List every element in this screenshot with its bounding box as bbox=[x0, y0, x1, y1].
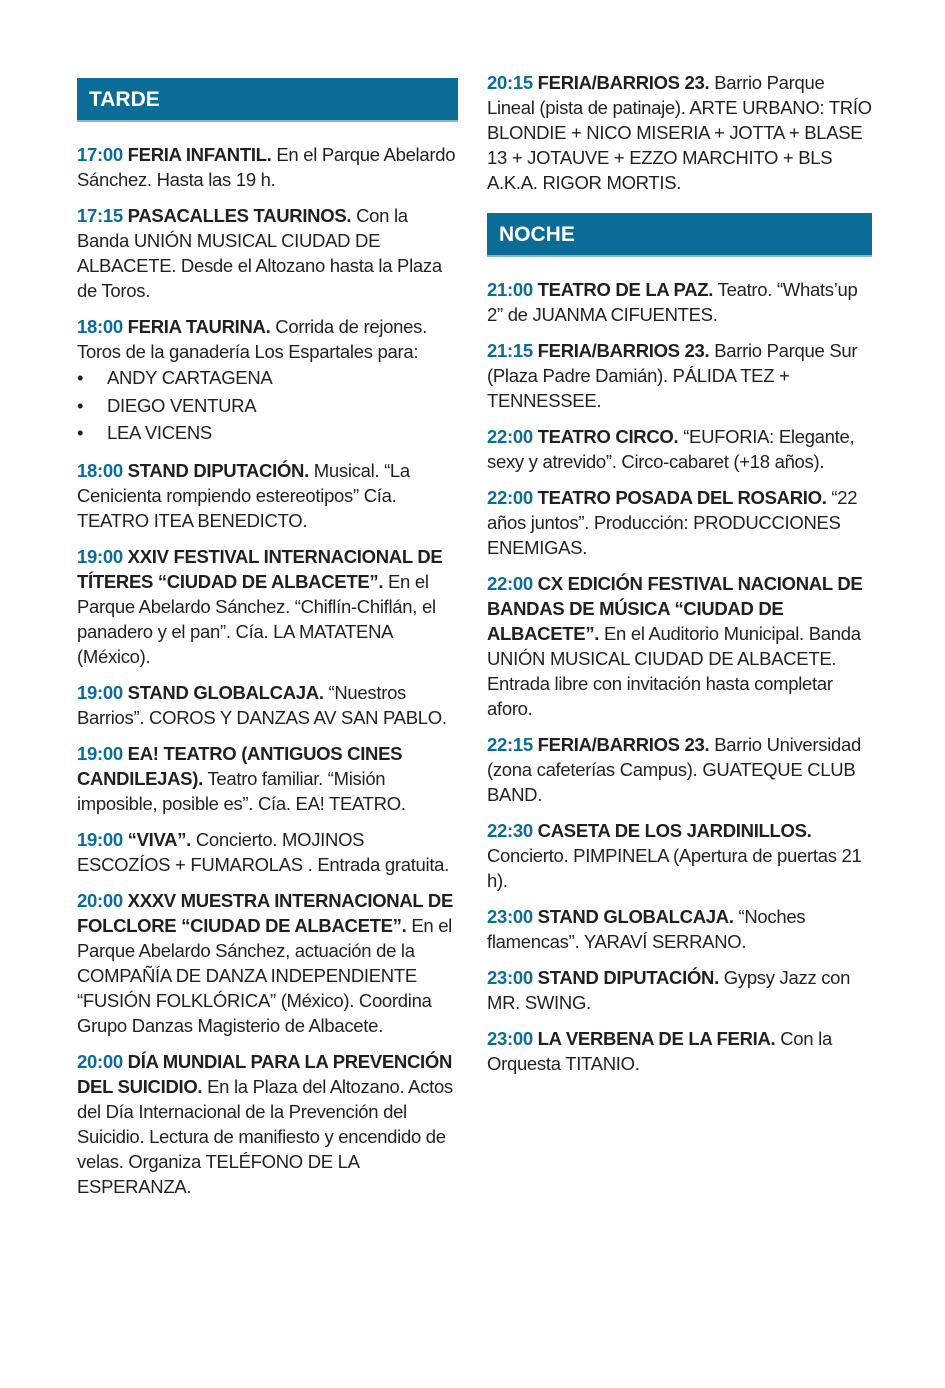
event-description: “Nuestros Barrios”. COROS Y DANZAS AV SAN PABLO. bbox=[77, 681, 447, 728]
event-time: 19:00 bbox=[77, 545, 123, 567]
event-time: 22:30 bbox=[487, 820, 533, 841]
event-description: Concierto. MOJINOS ESCOZÍOS + FUMAROLAS . Entrada gratuita. bbox=[77, 828, 450, 875]
right-column bbox=[487, 70, 872, 1087]
event-item bbox=[487, 70, 872, 195]
event-item bbox=[487, 904, 872, 954]
event-time: 23:00 bbox=[487, 906, 533, 927]
event-item bbox=[487, 732, 872, 807]
event-item bbox=[487, 485, 872, 560]
event-time: 20:00 bbox=[77, 889, 123, 911]
event-description: En el Auditorio Municipal. Banda UNIÓN MUSICAL CIUDAD DE ALBACETE. Entrada libre con invitación hasta completar aforo. bbox=[487, 623, 861, 719]
event-description: Con la Orquesta TITANIO. bbox=[487, 1028, 832, 1074]
event-item bbox=[77, 827, 458, 877]
event-description: “22 años juntos”. Producción: PRODUCCIONES ENEMIGAS. bbox=[487, 487, 858, 558]
event-item bbox=[77, 142, 458, 192]
event-description: En el Parque Abelardo Sánchez, actuación de la COMPAÑÍA DE DANZA INDEPENDIENTE “FUSIÓN FOLKLÓRICA” (México). Coordina Grupo Danzas Magisterio de Albacete. bbox=[77, 914, 452, 1036]
event-title: STAND GLOBALCAJA. bbox=[127, 681, 324, 703]
event-title: XXIV FESTIVAL INTERNACIONAL DE TÍTERES “CIUDAD DE ALBACETE”. bbox=[77, 545, 443, 592]
event-time: 22:00 bbox=[487, 426, 533, 447]
list-item: • ANDY CARTAGENA bbox=[77, 364, 458, 392]
event-item bbox=[487, 1026, 872, 1076]
event-time: 19:00 bbox=[77, 681, 123, 703]
event-title: XXXV MUESTRA INTERNACIONAL DE FOLCLORE “CIUDAD DE ALBACETE”. bbox=[77, 889, 454, 936]
event-title: FERIA INFANTIL. bbox=[127, 144, 272, 165]
event-time: 18:00 bbox=[77, 459, 123, 481]
event-time: 21:00 bbox=[487, 279, 533, 300]
event-description: Barrio Universidad (zona cafeterías Campus). GUATEQUE CLUB BAND. bbox=[487, 734, 862, 805]
event-item bbox=[77, 314, 458, 447]
event-description: En la Plaza del Altozano. Actos del Día Internacional de la Prevención del Suicidio. Lectura de manifiesto y encendido de velas. Organiza TELÉFONO DE LA ESPERANZA. bbox=[77, 1075, 453, 1197]
event-item bbox=[487, 571, 872, 721]
event-time: 17:00 bbox=[77, 144, 123, 165]
event-time: 23:00 bbox=[487, 967, 533, 988]
bullet-list bbox=[77, 364, 458, 447]
event-time: 19:00 bbox=[77, 828, 123, 850]
event-time: 20:15 bbox=[487, 72, 533, 93]
event-time: 22:00 bbox=[487, 573, 533, 594]
event-item bbox=[487, 965, 872, 1015]
event-item bbox=[77, 203, 458, 303]
left-column bbox=[77, 78, 458, 1210]
event-item bbox=[487, 818, 872, 893]
event-description: Barrio Parque Sur (Plaza Padre Damián). PÁLIDA TEZ + TENNESSEE. bbox=[487, 340, 858, 411]
event-description: Con la Banda UNIÓN MUSICAL CIUDAD DE ALBACETE. Desde el Altozano hasta la Plaza de Toros. bbox=[77, 205, 442, 301]
event-item bbox=[77, 741, 458, 816]
event-title: FERIA/BARRIOS 23. bbox=[537, 72, 710, 93]
event-item bbox=[77, 680, 458, 730]
event-description: Concierto. PIMPINELA (Apertura de puertas 21 h). bbox=[487, 845, 862, 891]
event-item bbox=[77, 544, 458, 669]
event-item bbox=[487, 277, 872, 327]
event-title: FERIA/BARRIOS 23. bbox=[537, 340, 710, 361]
event-time: 18:00 bbox=[77, 316, 123, 337]
event-title: CASETA DE LOS JARDINILLOS. bbox=[537, 820, 812, 841]
event-description: “EUFORIA: Elegante, sexy y atrevido”. Circo-cabaret (+18 años). bbox=[487, 426, 855, 472]
event-title: STAND DIPUTACIÓN. bbox=[127, 459, 309, 481]
event-title: TEATRO CIRCO. bbox=[537, 426, 679, 447]
event-description: Teatro familiar. “Misión imposible, posible es”. Cía. EA! TEATRO. bbox=[77, 767, 406, 814]
event-item bbox=[487, 424, 872, 474]
event-title: DÍA MUNDIAL PARA LA PREVENCIÓN DEL SUICIDIO. bbox=[77, 1050, 453, 1097]
event-description: “Noches flamencas”. YARAVÍ SERRANO. bbox=[487, 906, 806, 952]
event-description: Musical. “La Cenicienta rompiendo estereotipos” Cía. TEATRO ITEA BENEDICTO. bbox=[77, 459, 410, 531]
event-description: En el Parque Abelardo Sánchez. “Chiflín-Chiflán, el panadero y el pan”. Cía. LA MATATENA (México). bbox=[77, 570, 436, 667]
event-title: PASACALLES TAURINOS. bbox=[127, 205, 352, 226]
event-time: 20:00 bbox=[77, 1050, 123, 1072]
list-item: • DIEGO VENTURA bbox=[77, 392, 458, 420]
event-title: FERIA/BARRIOS 23. bbox=[537, 734, 710, 755]
event-time: 19:00 bbox=[77, 742, 123, 764]
section-header-tarde: TARDE bbox=[77, 78, 458, 122]
event-title: LA VERBENA DE LA FERIA. bbox=[537, 1028, 776, 1049]
section-header-noche: NOCHE bbox=[487, 213, 872, 257]
event-item bbox=[77, 1049, 458, 1199]
event-time: 22:15 bbox=[487, 734, 533, 755]
list-item: • LEA VICENS bbox=[77, 419, 458, 447]
event-title: “VIVA”. bbox=[127, 828, 192, 850]
event-title: CX EDICIÓN FESTIVAL NACIONAL DE BANDAS DE MÚSICA “CIUDAD DE ALBACETE”. bbox=[487, 573, 863, 644]
event-title: EA! TEATRO (ANTIGUOS CINES CANDILEJAS). bbox=[77, 742, 403, 789]
event-description: Gypsy Jazz con MR. SWING. bbox=[487, 967, 851, 1013]
event-description: Corrida de rejones. Toros de la ganadería Los Espartales para: bbox=[77, 316, 427, 362]
event-item bbox=[77, 458, 458, 533]
event-title: FERIA TAURINA. bbox=[127, 316, 271, 337]
event-title: STAND DIPUTACIÓN. bbox=[537, 967, 719, 988]
event-time: 22:00 bbox=[487, 487, 533, 508]
event-time: 21:15 bbox=[487, 340, 533, 361]
event-title: TEATRO POSADA DEL ROSARIO. bbox=[537, 487, 827, 508]
event-description: Barrio Parque Lineal (pista de patinaje). ARTE URBANO: TRÍO BLONDIE + NICO MISERIA + JOTTA + BLASE 13 + JOTAUVE + EZZO MARCHITO + BLS A.K.A. RIGOR MORTIS. bbox=[487, 72, 872, 193]
event-time: 17:15 bbox=[77, 205, 123, 226]
event-description: En el Parque Abelardo Sánchez. Hasta las 19 h. bbox=[77, 144, 456, 190]
event-title: TEATRO DE LA PAZ. bbox=[537, 279, 714, 300]
event-title: STAND GLOBALCAJA. bbox=[537, 906, 734, 927]
event-item bbox=[487, 338, 872, 413]
event-item bbox=[77, 888, 458, 1038]
event-description: Teatro. “Whats’up 2” de JUANMA CIFUENTES. bbox=[487, 279, 858, 325]
event-time: 23:00 bbox=[487, 1028, 533, 1049]
